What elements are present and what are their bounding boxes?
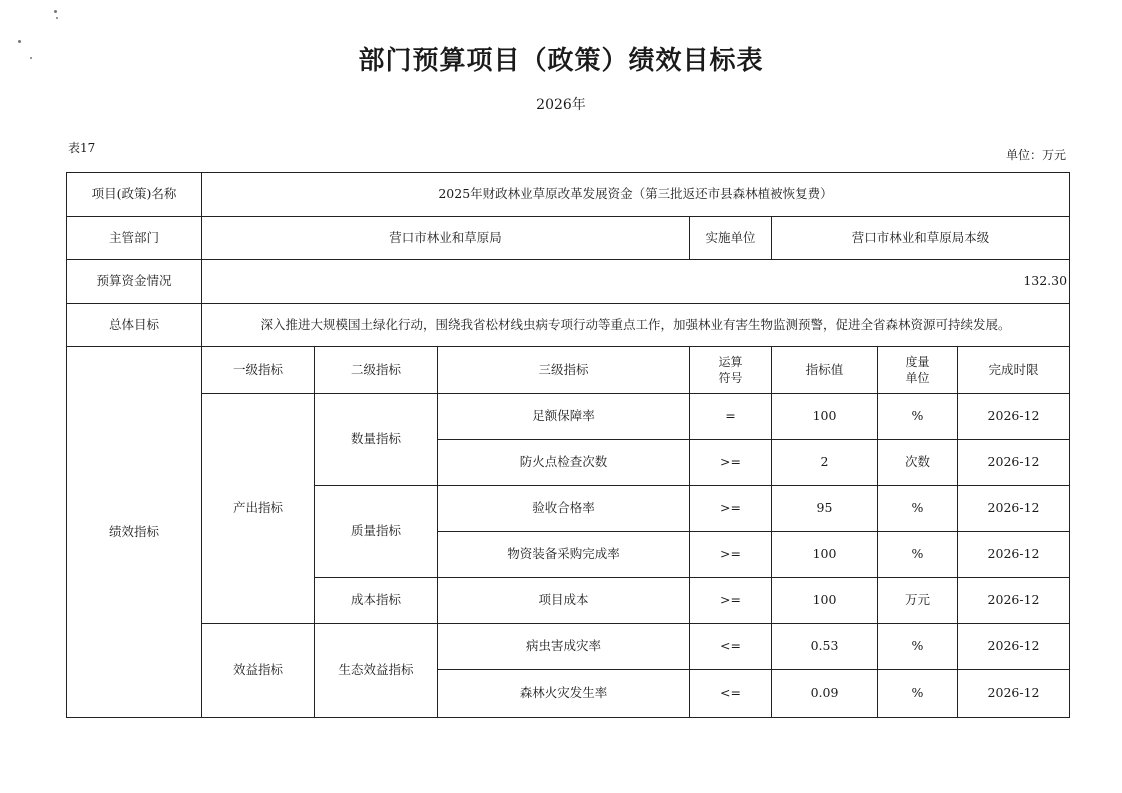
indicator-operator: <= [690,670,772,718]
goal-label: 总体目标 [67,304,202,347]
indicator-deadline: 2026-12 [958,486,1070,532]
indicator-name: 森林火灾发生率 [438,670,690,718]
indicator-deadline: 2026-12 [958,440,1070,486]
performance-target-table [66,172,1070,718]
row-overall-goal [67,304,1070,347]
header-level2: 二级指标 [315,347,438,394]
level2-quality: 质量指标 [315,486,438,578]
impl-label: 实施单位 [690,217,772,260]
impl-value: 营口市林业和草原局本级 [772,217,1070,260]
level1-benefit: 效益指标 [202,624,315,718]
header-unit [878,347,958,394]
budget-value: 132.30 [202,260,1070,304]
header-operator-line2: 符号 [718,371,743,385]
header-level3: 三级指标 [438,347,690,394]
indicator-operator: >= [690,578,772,624]
indicator-value: 100 [772,578,878,624]
scan-speck [54,10,57,13]
indicator-value: 0.09 [772,670,878,718]
indicator-unit: % [878,624,958,670]
page-title: 部门预算项目（政策）绩效目标表 [358,46,764,76]
indicator-name: 防火点检查次数 [438,440,690,486]
header-unit-line2: 单位 [905,371,930,385]
scan-speck [56,17,58,19]
indicator-operator: >= [690,486,772,532]
indicator-unit: 万元 [878,578,958,624]
indicator-deadline: 2026-12 [958,624,1070,670]
indicator-header-row [67,347,1070,394]
document-year: 2026年 [536,97,586,113]
indicator-value: 0.53 [772,624,878,670]
goal-value: 深入推进大规模国土绿化行动，围绕我省松材线虫病专项行动等重点工作，加强林业有害生物监测预警，促进全省森林资源可持续发展。 [202,304,1070,347]
header-level1: 一级指标 [202,347,315,394]
indicator-value: 95 [772,486,878,532]
header-value: 指标值 [772,347,878,394]
header-operator-line1: 运算 [718,354,743,369]
unit-label: 单位：万元 [1005,148,1066,162]
indicator-row [67,394,1070,440]
project-name-value: 2025年财政林业草原改革发展资金（第三批返还市县森林植被恢复费） [202,173,1070,217]
row-department [67,217,1070,260]
indicator-name: 物资装备采购完成率 [438,532,690,578]
project-name-label: 项目(政策)名称 [67,173,202,217]
level1-output: 产出指标 [202,394,315,624]
level2-quantity: 数量指标 [315,394,438,486]
dept-value: 营口市林业和草原局 [202,217,690,260]
indicator-operator: >= [690,532,772,578]
indicator-deadline: 2026-12 [958,578,1070,624]
indicator-unit: 次数 [878,440,958,486]
indicator-row [67,624,1070,670]
indicator-operator: >= [690,440,772,486]
header-deadline: 完成时限 [958,347,1070,394]
indicator-operator: <= [690,624,772,670]
indicator-name: 验收合格率 [438,486,690,532]
row-project-name [67,173,1070,217]
level2-ecological: 生态效益指标 [315,624,438,718]
indicator-name: 病虫害成灾率 [438,624,690,670]
indicator-operator: = [690,394,772,440]
indicator-unit: % [878,394,958,440]
indicator-unit: % [878,532,958,578]
indicator-name: 足额保障率 [438,394,690,440]
level2-cost: 成本指标 [315,578,438,624]
dept-label: 主管部门 [67,217,202,260]
header-operator [690,347,772,394]
indicator-deadline: 2026-12 [958,670,1070,718]
indicator-unit: % [878,486,958,532]
indicator-value: 100 [772,394,878,440]
budget-label: 预算资金情况 [67,260,202,304]
indicator-deadline: 2026-12 [958,394,1070,440]
indicator-deadline: 2026-12 [958,532,1070,578]
indicator-value: 100 [772,532,878,578]
indicator-unit: % [878,670,958,718]
indicators-section-label: 绩效指标 [67,347,202,718]
indicator-name: 项目成本 [438,578,690,624]
table-number: 表17 [68,141,96,155]
header-unit-line1: 度量 [905,354,930,369]
indicator-value: 2 [772,440,878,486]
row-budget [67,260,1070,304]
